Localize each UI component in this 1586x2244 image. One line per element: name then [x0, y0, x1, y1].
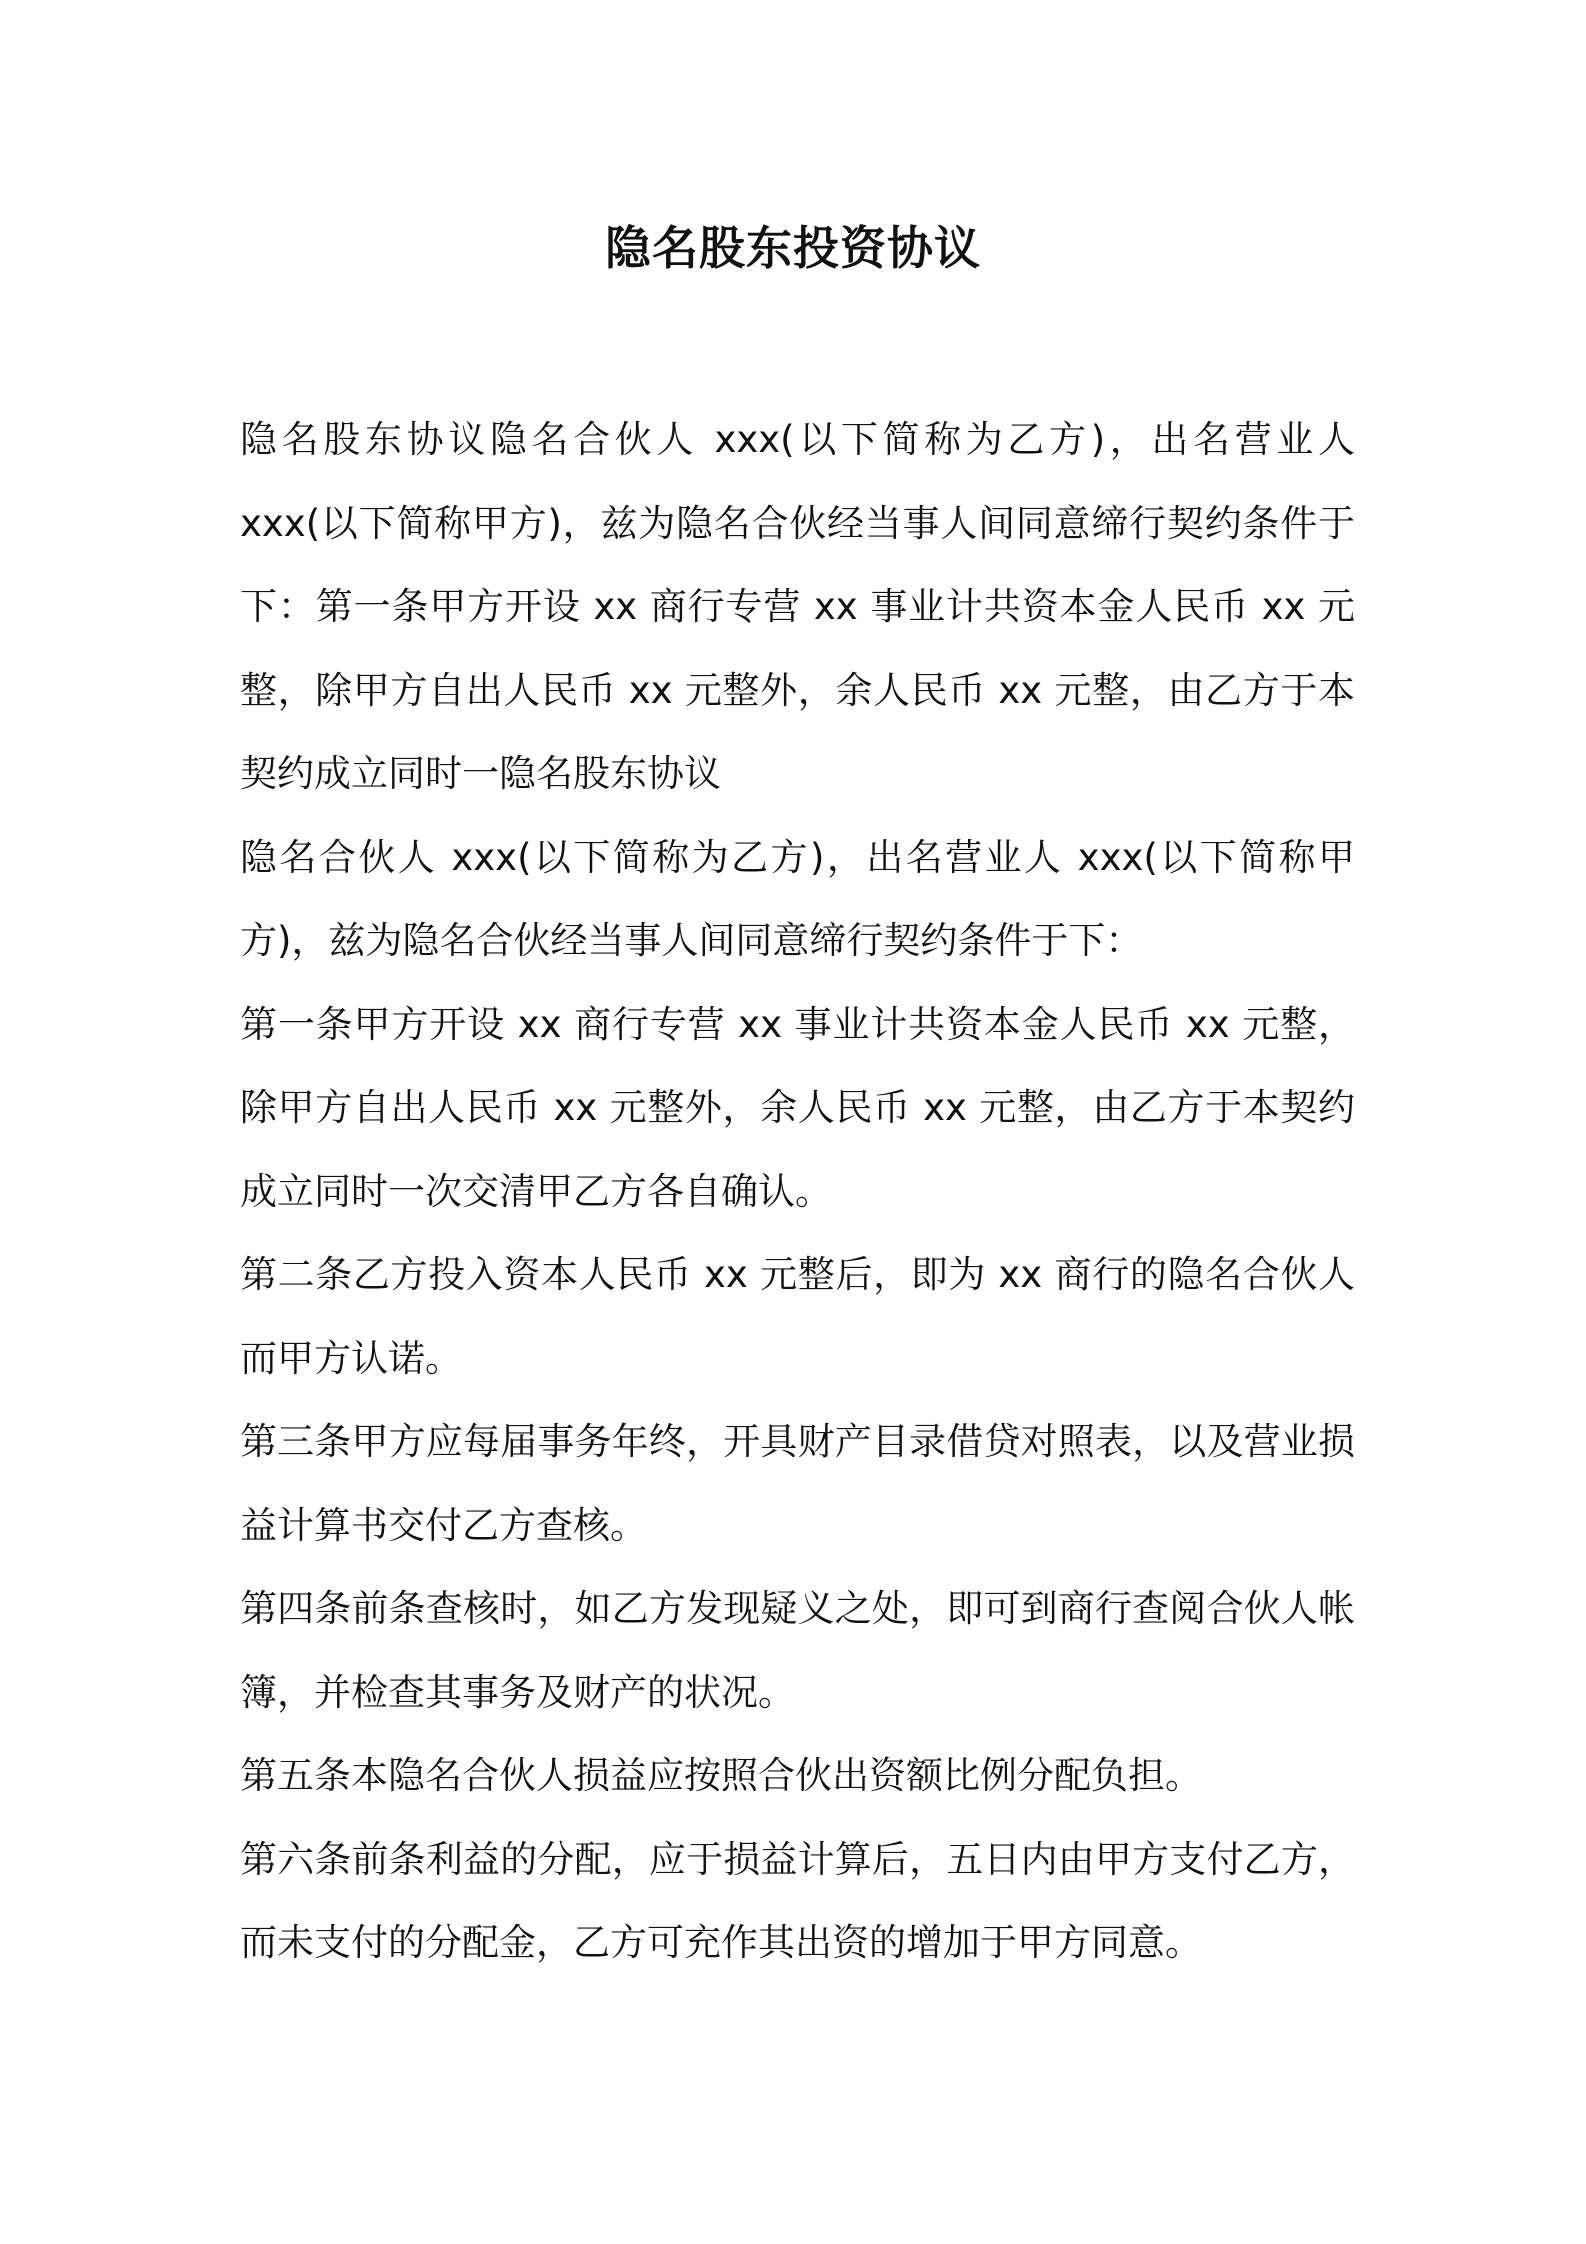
document-title: 隐名股东投资协议	[605, 221, 981, 275]
paragraph-article-1: 第一条甲方开设 xx 商行专营 xx 事业计共资本金人民币 xx 元整，除甲方自出人民币 xx 元整外，余人民币 xx 元整，由乙方于本契约成立同时一次交清甲乙方各自确认。	[240, 1002, 1355, 1213]
paragraph-article-2: 第二条乙方投入资本人民币 xx 元整后，即为 xx 商行的隐名合伙人而甲方认诺。	[240, 1253, 1355, 1380]
document-body	[240, 398, 1355, 1985]
paragraph-article-6: 第六条前条利益的分配，应于损益计算后，五日内由甲方支付乙方，而未支付的分配金，乙方可充作其出资的增加于甲方同意。	[240, 1837, 1355, 1964]
paragraph-article-5: 第五条本隐名合伙人损益应按照合伙出资额比例分配负担。	[240, 1754, 1202, 1797]
paragraph-article-4: 第四条前条查核时，如乙方发现疑义之处，即可到商行查阅合伙人帐簿，并检查其事务及财产的状况。	[240, 1587, 1355, 1714]
paragraph-parties: 隐名合伙人 xxx(以下简称为乙方)，出名营业人 xxx(以下简称甲方)，兹为隐名合伙经当事人间同意缔行契约条件于下：	[240, 835, 1355, 962]
paragraph-intro: 隐名股东协议隐名合伙人 xxx(以下简称为乙方)，出名营业人 xxx(以下简称甲方)，兹为隐名合伙经当事人间同意缔行契约条件于下：第一条甲方开设 xx 商行专营 xx 事业计共资本金人民币 xx 元整，除甲方自出人民币 xx 元整外，余人民币 xx 元整，由乙方于本契约成立同时一隐名股东协议	[240, 418, 1355, 795]
paragraph-article-3: 第三条甲方应每届事务年终，开具财产目录借贷对照表，以及营业损益计算书交付乙方查核。	[240, 1420, 1355, 1547]
